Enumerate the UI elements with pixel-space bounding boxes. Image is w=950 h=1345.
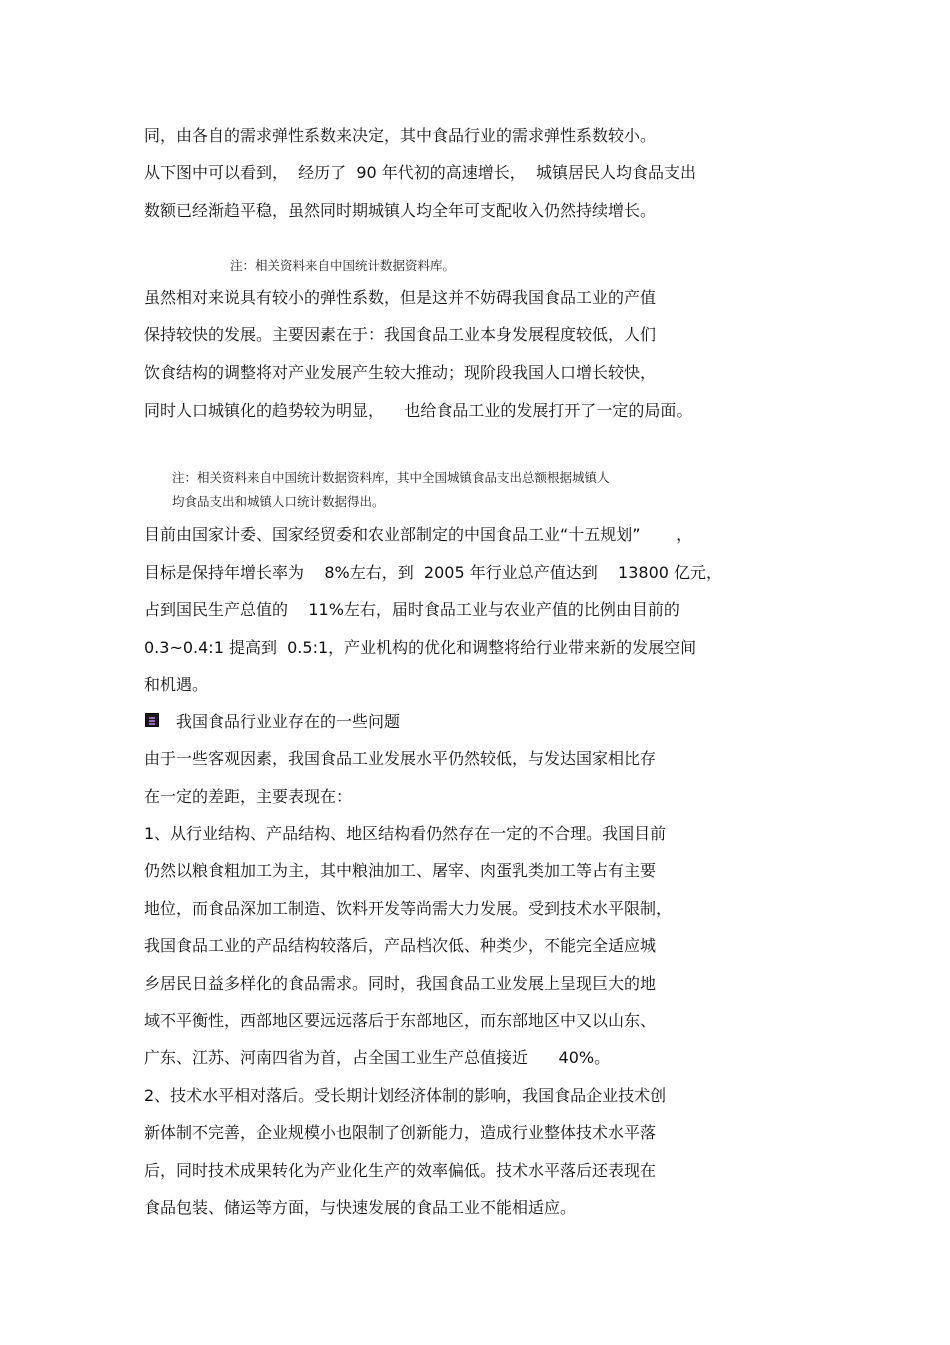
text-line: 地位，而食品深加工制造、饮料开发等尚需大力发展。受到技术水平限制， <box>144 899 673 918</box>
text-line: 在一定的差距，主要表现在： <box>144 787 353 806</box>
text-line: 从下图中可以看到， 经历了 90 年代初的高速增长， 城镇居民人均食品支出 <box>144 163 696 182</box>
text-line: 同时人口城镇化的趋势较为明显， 也给食品工业的发展打开了一定的局面。 <box>144 401 693 420</box>
text-line: 由于一些客观因素，我国食品工业发展水平仍然较低，与发达国家相比存 <box>144 749 657 768</box>
footnote: 注：相关资料来自中国统计数据资料库，其中全国城镇食品支出总额根据城镇人 <box>172 470 610 485</box>
text-line: 广东、江苏、河南四省为首，占全国工业生产总值接近 40%。 <box>144 1048 611 1067</box>
text-line: 乡居民日益多样化的食品需求。同时，我国食品工业发展上呈现巨大的地 <box>144 974 657 993</box>
text-line: 我国食品工业的产品结构较落后，产品档次低、种类少，不能完全适应城 <box>144 936 657 955</box>
text-line: 占到国民生产总值的 11%左右，届时食品工业与农业产值的比例由目前的 <box>144 600 680 619</box>
text-line: 虽然相对来说具有较小的弹性系数，但是这并不妨碍我国食品工业的产值 <box>144 288 657 307</box>
text-line: 目标是保持年增长率为 8%左右，到 2005 年行业总产值达到 13800 亿元， <box>144 563 723 582</box>
text-line: 1、从行业结构、产品结构、地区结构看仍然存在一定的不合理。我国目前 <box>144 824 667 843</box>
text-line: 2、技术水平相对落后。受长期计划经济体制的影响，我国食品企业技术创 <box>144 1086 667 1105</box>
text-line: 数额已经渐趋平稳，虽然同时期城镇人均全年可支配收入仍然持续增长。 <box>144 201 657 220</box>
footnote: 均食品支出和城镇人口统计数据得出。 <box>172 494 385 509</box>
text-line: 仍然以粮食粗加工为主，其中粮油加工、屠宰、肉蛋乳类加工等占有主要 <box>144 861 657 880</box>
text-line: 和机遇。 <box>144 675 209 694</box>
text-line: 0.3~0.4:1 提高到 0.5:1，产业机构的优化和调整将给行业带来新的发展空间 <box>144 638 697 657</box>
text-line: 目前由国家计委、国家经贸委和农业部制定的中国食品工业“十五规划” ， <box>144 525 693 544</box>
text-line: 新体制不完善，企业规模小也限制了创新能力，造成行业整体技术水平落 <box>144 1123 657 1142</box>
section-heading: 我国食品行业业存在的一些问题 <box>176 712 401 731</box>
text-line: 饮食结构的调整将对产业发展产生较大推动；现阶段我国人口增长较快， <box>144 363 657 382</box>
footnote: 注：相关资料来自中国统计数据资料库。 <box>230 258 456 273</box>
document-bullet-icon <box>145 713 159 727</box>
text-line: 保持较快的发展。主要因素在于：我国食品工业本身发展程度较低，人们 <box>144 325 657 344</box>
text-line: 后，同时技术成果转化为产业化生产的效率偏低。技术水平落后还表现在 <box>144 1161 657 1180</box>
text-line: 食品包装、储运等方面，与快速发展的食品工业不能相适应。 <box>144 1198 577 1217</box>
text-line: 同，由各自的需求弹性系数来决定，其中食品行业的需求弹性系数较小。 <box>144 126 657 145</box>
text-line: 域不平衡性，西部地区要远远落后于东部地区，而东部地区中又以山东、 <box>144 1011 657 1030</box>
